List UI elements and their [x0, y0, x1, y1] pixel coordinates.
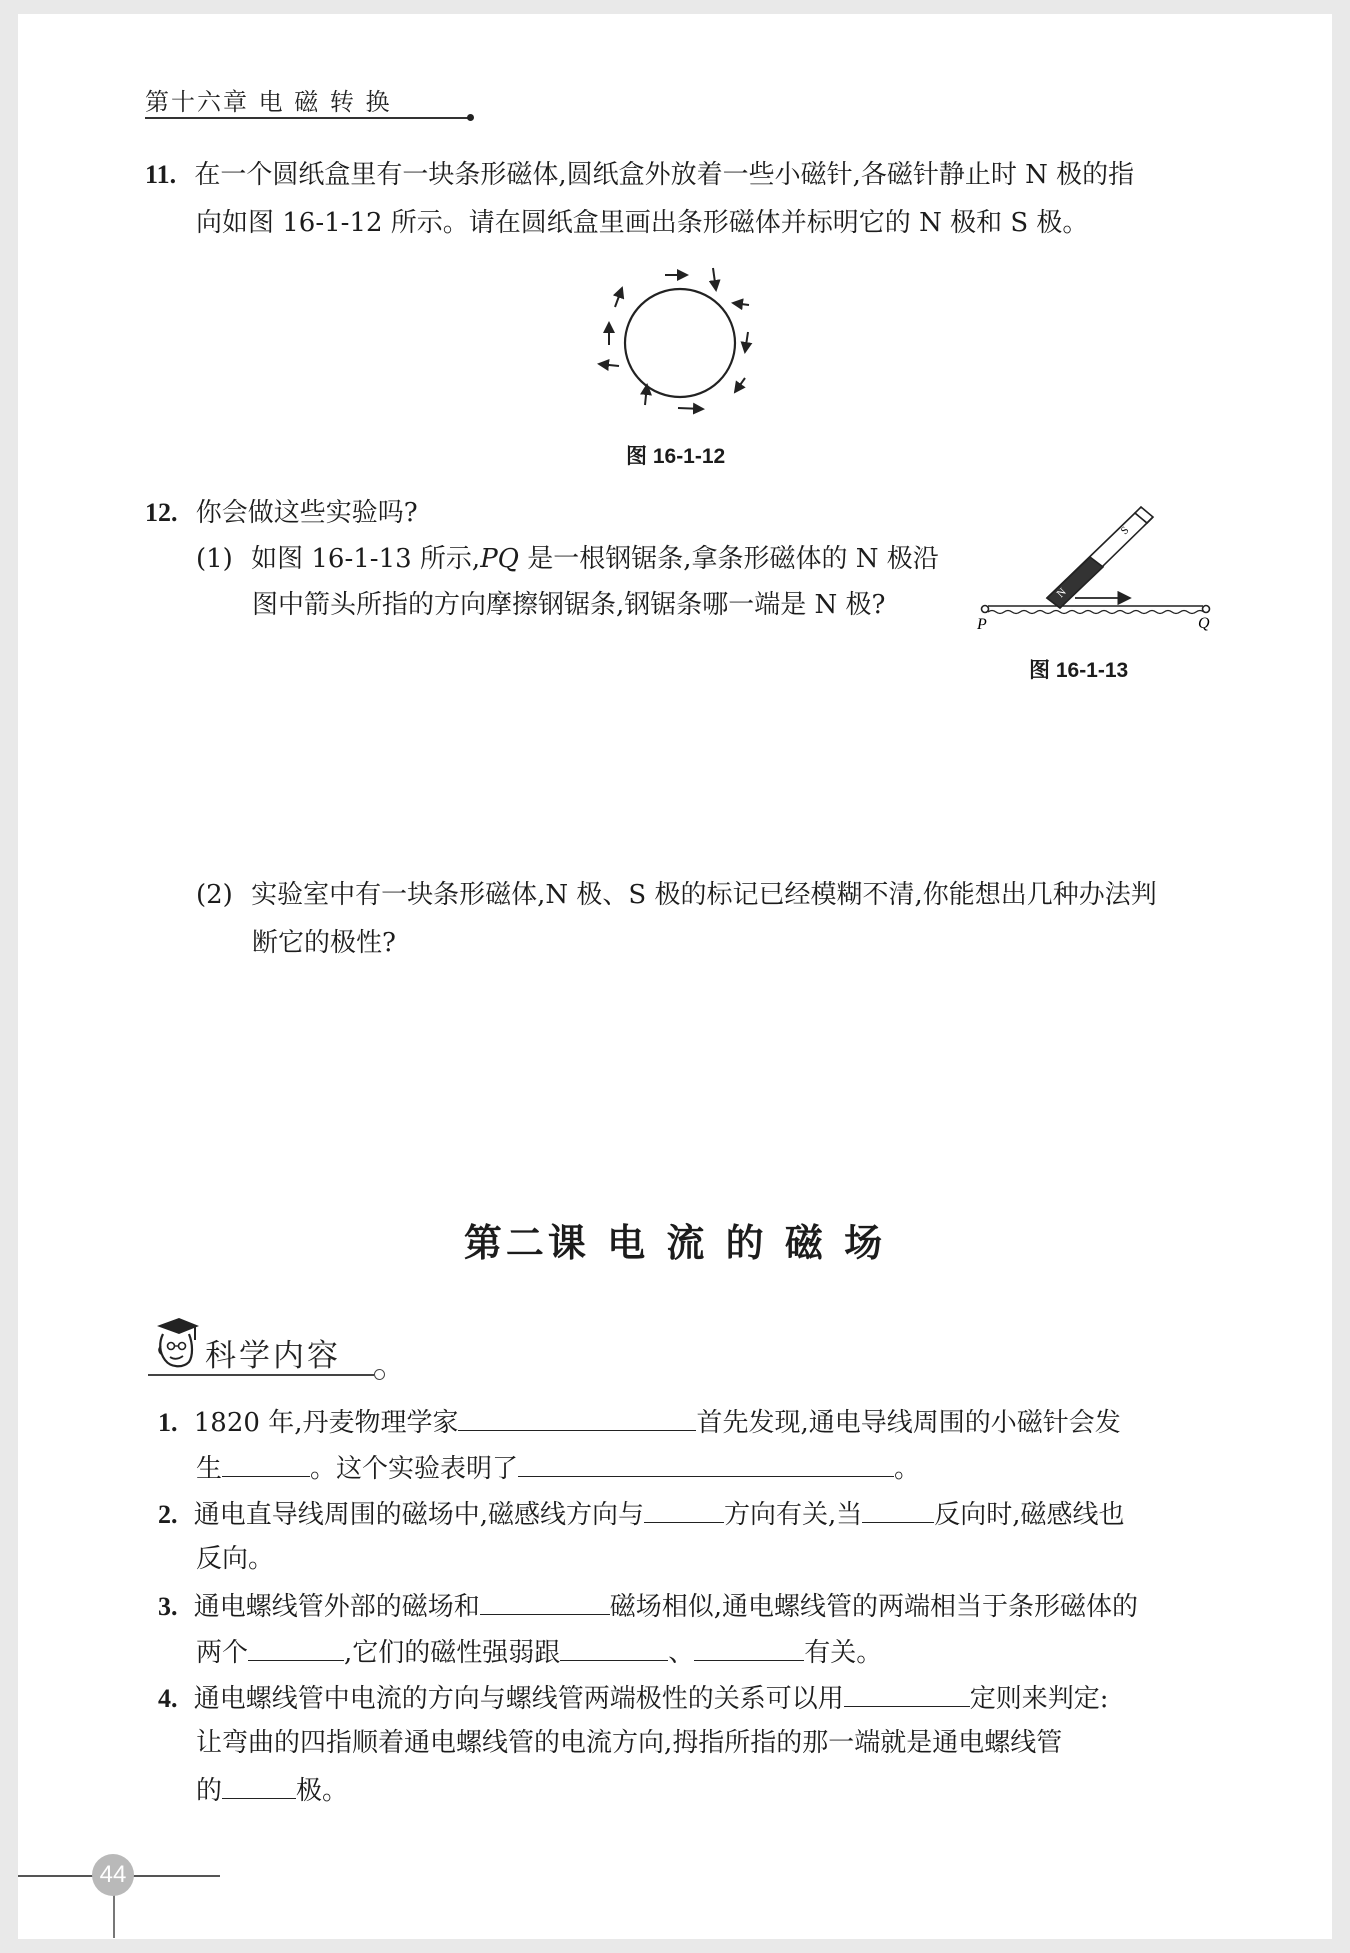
- q12-part1-line1: [196, 542, 939, 576]
- q12-number: 12.: [145, 498, 178, 527]
- item4-text-b: 定则来判定:: [969, 1684, 1109, 1714]
- needle: [645, 385, 647, 405]
- q12-part2-label: (2): [196, 880, 233, 910]
- q12-part2-line1: [196, 878, 1157, 912]
- item2-line2: 反向。: [196, 1544, 275, 1574]
- q11-text2: 向如图 16-1-12 所示。请在圆纸盒里画出条形磁体并标明它的 N 极和 S 极。: [196, 208, 1089, 238]
- item1-text-a: 1820 年,丹麦物理学家: [193, 1408, 459, 1438]
- page-number: 44: [92, 1854, 134, 1896]
- magnet-s-label: S: [1118, 524, 1132, 538]
- item4-text-e: 极。: [296, 1776, 349, 1806]
- header-rule: [145, 117, 471, 119]
- item3-number: 3.: [158, 1592, 178, 1621]
- item1-text-b: 首先发现,通电导线周围的小磁针会发: [696, 1408, 1121, 1438]
- needle: [713, 268, 716, 290]
- blank[interactable]: [694, 1634, 804, 1661]
- blank[interactable]: [844, 1680, 970, 1707]
- q12-part1-pq: PQ: [480, 544, 519, 574]
- blank[interactable]: [222, 1450, 310, 1477]
- figure-16-1-13: [975, 505, 1220, 635]
- q12-part2-text1: 实验室中有一块条形磁体,N 极、S 极的标记已经模糊不清,你能想出几种办法判: [251, 880, 1157, 910]
- q12-line: [145, 496, 418, 530]
- item3-text-e: 、: [668, 1638, 695, 1668]
- figure-16-1-13-caption: 图 16-1-13: [1029, 659, 1129, 682]
- item3-text-f: 有关。: [804, 1638, 883, 1668]
- item1-number: 1.: [158, 1408, 178, 1437]
- figure-16-1-12-caption: 图 16-1-12: [626, 445, 726, 468]
- blank[interactable]: [560, 1634, 668, 1661]
- item4-line1: [158, 1680, 1109, 1716]
- magnet-n-label: N: [1054, 586, 1069, 601]
- chapter-header: 第十六章 电 磁 转 换: [145, 88, 392, 116]
- needle: [615, 288, 622, 307]
- lesson-title: 第二课 电 流 的 磁 场: [463, 1220, 887, 1265]
- q12-part1-label: (1): [196, 544, 233, 574]
- blank[interactable]: [222, 1772, 296, 1799]
- item3-line1: [158, 1588, 1138, 1624]
- item3-text-d: ,它们的磁性强弱跟: [344, 1638, 561, 1668]
- blank[interactable]: [862, 1496, 934, 1523]
- needle: [678, 408, 703, 409]
- needle: [735, 378, 745, 392]
- item2-text-a: 通电直导线周围的磁场中,磁感线方向与: [193, 1500, 645, 1530]
- blank[interactable]: [644, 1496, 724, 1523]
- item2-line1: [158, 1496, 1125, 1532]
- needle: [745, 332, 748, 352]
- needle: [733, 303, 749, 305]
- label-q: Q: [1198, 615, 1210, 632]
- item1-line2: [196, 1450, 920, 1486]
- item4-line2: 让弯曲的四指顺着通电螺线管的电流方向,拇指所指的那一端就是通电螺线管: [196, 1728, 1063, 1758]
- item1-text-d: 。这个实验表明了: [310, 1454, 519, 1484]
- item1-text-c: 生: [196, 1454, 223, 1484]
- saw-end-p: [982, 606, 989, 613]
- q12-part1-text-b: 是一根钢锯条,拿条形磁体的 N 极沿: [519, 544, 939, 574]
- graduate-cap-icon: [153, 1316, 203, 1370]
- item1-line1: [158, 1404, 1121, 1440]
- q11-line1: [145, 158, 1134, 192]
- item3-text-a: 通电螺线管外部的磁场和: [193, 1592, 480, 1622]
- item4-text-a: 通电螺线管中电流的方向与螺线管两端极性的关系可以用: [193, 1684, 844, 1714]
- blank[interactable]: [518, 1450, 894, 1477]
- item2-text-c: 反向时,磁感线也: [934, 1500, 1125, 1530]
- item4-line3: [196, 1772, 348, 1808]
- item2-text-b: 方向有关,当: [724, 1500, 863, 1530]
- saw-teeth: [988, 611, 1204, 614]
- figure-16-1-12: [585, 260, 775, 425]
- section-label: 科学内容: [205, 1338, 341, 1374]
- item3-text-c: 两个: [196, 1638, 249, 1668]
- bar-magnet: [1047, 507, 1153, 608]
- q11-text1: 在一个圆纸盒里有一块条形磁体,圆纸盒外放着一些小磁针,各磁针静止时 N 极的指: [194, 160, 1135, 190]
- q12-intro: 你会做这些实验吗?: [195, 498, 418, 528]
- item3-line2: [196, 1634, 882, 1670]
- needle: [599, 364, 619, 366]
- item3-text-b: 磁场相似,通电螺线管的两端相当于条形磁体的: [609, 1592, 1139, 1622]
- q11-number: 11.: [145, 160, 177, 189]
- blank[interactable]: [458, 1404, 696, 1431]
- item4-number: 4.: [158, 1684, 178, 1713]
- q12-part1-text-a: 如图 16-1-13 所示,: [251, 544, 481, 574]
- item2-number: 2.: [158, 1500, 178, 1529]
- section-rule: [148, 1374, 374, 1376]
- blank[interactable]: [248, 1634, 344, 1661]
- paper-box-circle: [625, 289, 735, 397]
- item4-text-d: 的: [196, 1776, 223, 1806]
- header-rule-dot: [467, 114, 474, 121]
- item1-text-e: 。: [894, 1454, 921, 1484]
- label-p: P: [977, 616, 987, 633]
- section-rule-end: [374, 1369, 385, 1380]
- q12-part2-line2: 断它的极性?: [252, 928, 396, 958]
- blank[interactable]: [480, 1588, 610, 1615]
- q12-part1-line2: 图中箭头所指的方向摩擦钢锯条,钢锯条哪一端是 N 极?: [252, 590, 886, 620]
